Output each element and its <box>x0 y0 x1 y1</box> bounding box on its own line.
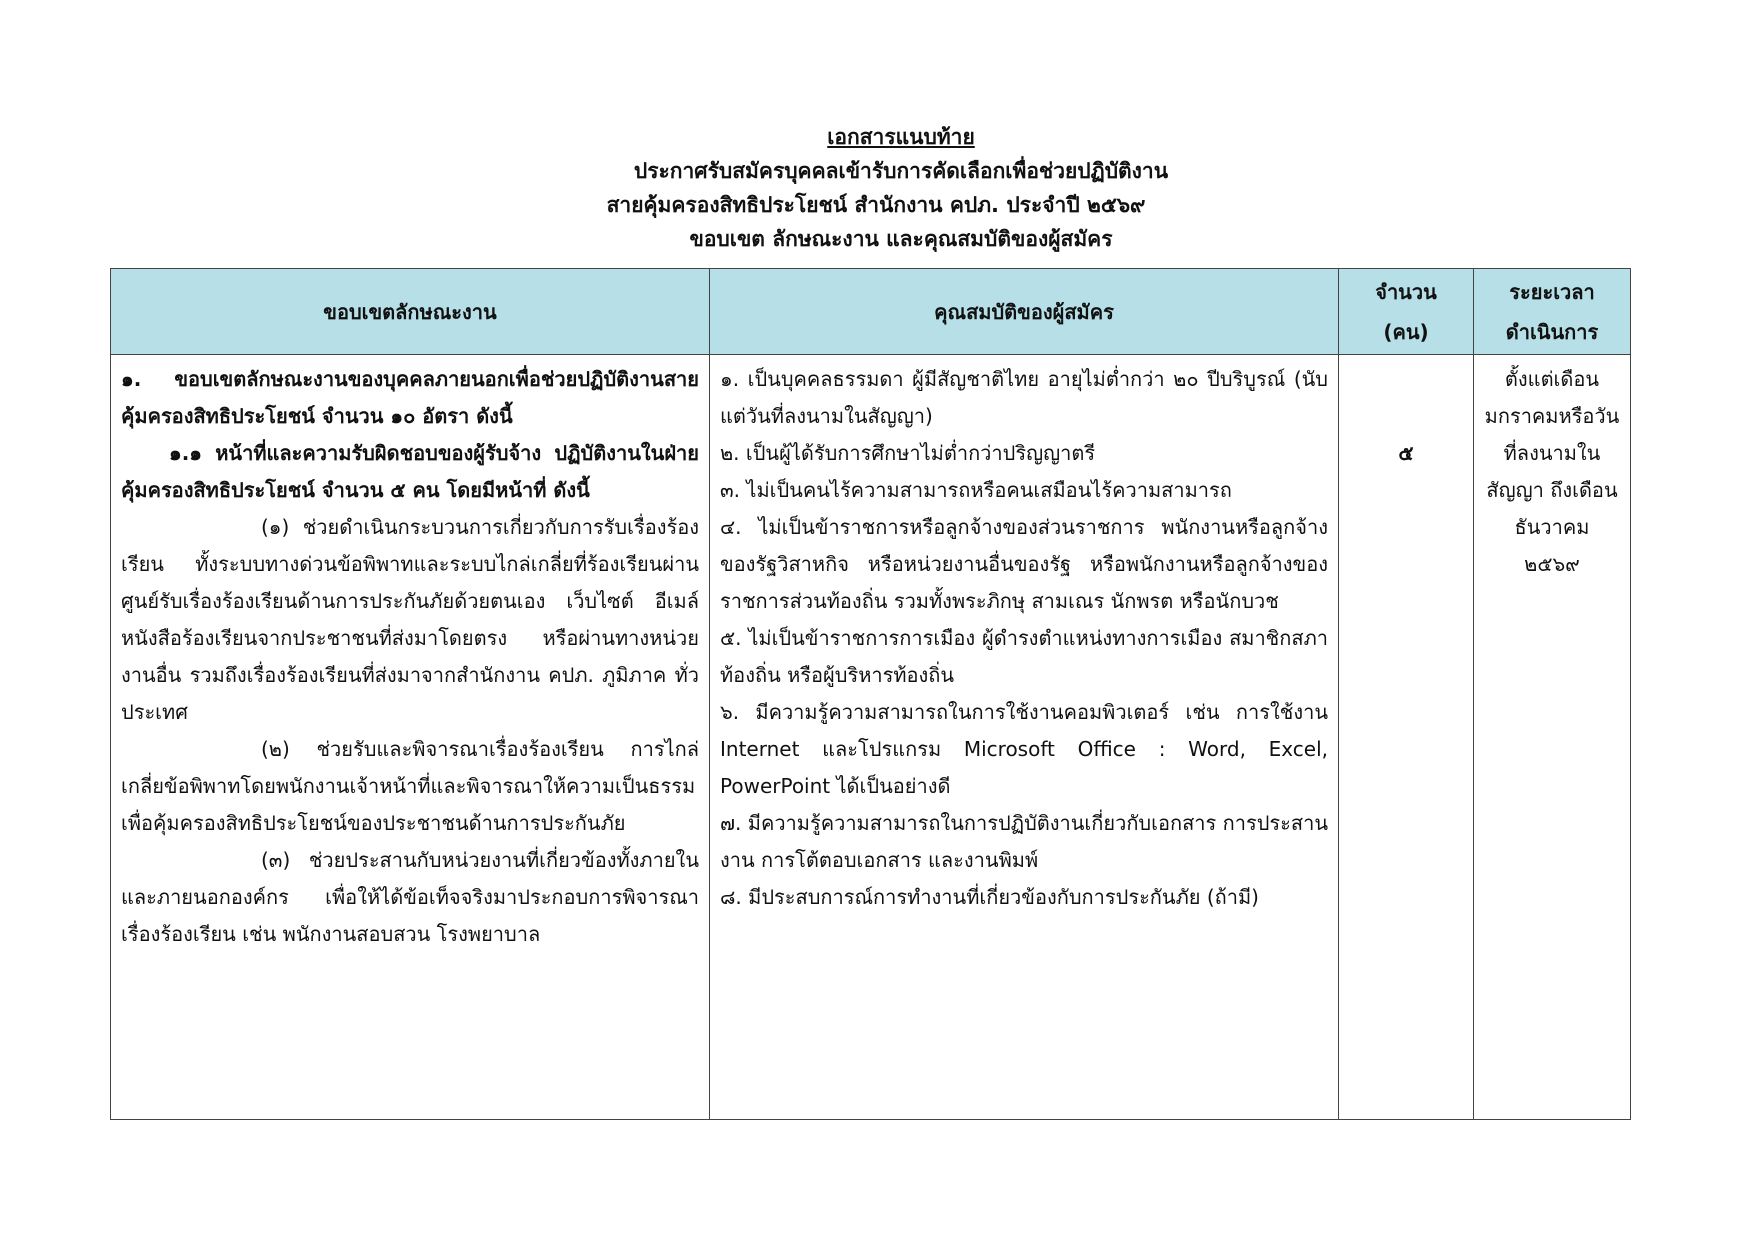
header-duration <box>1474 269 1631 355</box>
header-duration-line2: ดำเนินการ <box>1505 319 1599 344</box>
header-qualifications: คุณสมบัติของผู้สมัคร <box>710 269 1339 355</box>
qualification-item: ๑. เป็นบุคคลธรรมดา ผู้มีสัญชาติไทย อายุไม่ต่ำกว่า ๒๐ ปีบริบูรณ์ (นับแต่วันที่ลงนามในสัญญา) <box>720 367 1328 428</box>
scope-qualification-table <box>110 268 1631 1120</box>
qualification-item: ๒. เป็นผู้ได้รับการศึกษาไม่ต่ำกว่าปริญญาตรี <box>720 441 1096 465</box>
duration-cell: ตั้งแต่เดือนมกราคมหรือวันที่ลงนามในสัญญา ถึงเดือนธันวาคม ๒๕๖๙ <box>1474 355 1631 1120</box>
document-header <box>0 120 1752 256</box>
qualification-item: ๗. มีความรู้ความสามารถในการปฏิบัติงานเกี่ยวกับเอกสาร การประสานงาน การโต้ตอบเอกสาร และงานพิมพ์ <box>720 811 1328 872</box>
header-scope: ขอบเขตลักษณะงาน <box>111 269 710 355</box>
table-header-row <box>111 269 1631 355</box>
table-row <box>111 355 1631 1120</box>
section-title: ขอบเขต ลักษณะงาน และคุณสมบัติของผู้สมัคร <box>689 227 1113 251</box>
qualifications-cell <box>710 355 1339 1120</box>
qualification-item: ๘. มีประสบการณ์การทำงานที่เกี่ยวข้องกับการประกันภัย (ถ้ามี) <box>720 885 1259 909</box>
qualification-item: ๕. ไม่เป็นข้าราชการการเมือง ผู้ดำรงตำแหน่งทางการเมือง สมาชิกสภาท้องถิ่น หรือผู้บริหารท้องถิ่น <box>720 626 1328 687</box>
scope-item-1: (๑) ช่วยดำเนินกระบวนการเกี่ยวกับการรับเรื่องร้องเรียน ทั้งระบบทางด่วนข้อพิพาทและระบบไกล่เกลี่ยที่ร้องเรียนผ่านศูนย์รับเรื่องร้องเรียนด้านการประกันภัยด้วยตนเอง เว็บไซต์ อีเมล์ หนังสือร้องเรียนจากประชาชนที่ส่งมาโดยตรง หรือผ่านทางหน่วยงานอื่น รวมถึงเรื่องร้องเรียนที่ส่งมาจากสำนักงาน คปภ. ภูมิภาค ทั่วประเทศ <box>121 515 699 724</box>
qualification-item: ๖. มีความรู้ความสามารถในการใช้งานคอมพิวเตอร์ เช่น การใช้งาน Internet และโปรแกรม Microsoft Office : Word, Excel, PowerPoint ได้เป็นอย่างดี <box>720 700 1328 798</box>
header-count <box>1339 269 1474 355</box>
header-count-line2: (คน) <box>1383 319 1429 344</box>
qualification-item: ๔. ไม่เป็นข้าราชการหรือลูกจ้างของส่วนราชการ พนักงานหรือลูกจ้างของรัฐวิสาหกิจ หรือหน่วยงานอื่นของรัฐ หรือพนักงานหรือลูกจ้างของราชการส่วนท้องถิ่น รวมทั้งพระภิกษุ สามเณร นักพรต หรือนักบวช <box>720 515 1328 613</box>
header-duration-line1: ระยะเวลา <box>1509 279 1595 304</box>
qualification-item: ๓. ไม่เป็นคนไร้ความสามารถหรือคนเสมือนไร้ความสามารถ <box>720 478 1232 502</box>
scope-cell <box>111 355 710 1120</box>
announcement-title: ประกาศรับสมัครบุคคลเข้ารับการคัดเลือกเพื่อช่วยปฏิบัติงาน <box>633 159 1169 183</box>
attachment-title: เอกสารแนบท้าย <box>827 125 975 149</box>
count-cell: ๕ <box>1339 355 1474 1120</box>
department-title: สายคุ้มครองสิทธิประโยชน์ สำนักงาน คปภ. ประจำปี ๒๕๖๙ <box>606 193 1146 217</box>
scope-subheading: ๑.๑ หน้าที่และความรับผิดชอบของผู้รับจ้าง ปฏิบัติงานในฝ่ายคุ้มครองสิทธิประโยชน์ จำนวน ๕ คน โดยมีหน้าที่ ดังนี้ <box>121 441 699 502</box>
header-count-line1: จำนวน <box>1375 279 1437 304</box>
scope-item-3: (๓) ช่วยประสานกับหน่วยงานที่เกี่ยวข้องทั้งภายในและภายนอกองค์กร เพื่อให้ได้ข้อเท็จจริงมาประกอบการพิจารณาเรื่องร้องเรียน เช่น พนักงานสอบสวน โรงพยาบาล <box>121 848 699 946</box>
scope-heading: ๑. ขอบเขตลักษณะงานของบุคคลภายนอกเพื่อช่วยปฏิบัติงานสายคุ้มครองสิทธิประโยชน์ จำนวน ๑๐ อัตรา ดังนี้ <box>121 367 699 428</box>
scope-item-2: (๒) ช่วยรับและพิจารณาเรื่องร้องเรียน การไกล่เกลี่ยข้อพิพาทโดยพนักงานเจ้าหน้าที่และพิจารณาให้ความเป็นธรรม เพื่อคุ้มครองสิทธิประโยชน์ของประชาชนด้านการประกันภัย <box>121 737 699 835</box>
